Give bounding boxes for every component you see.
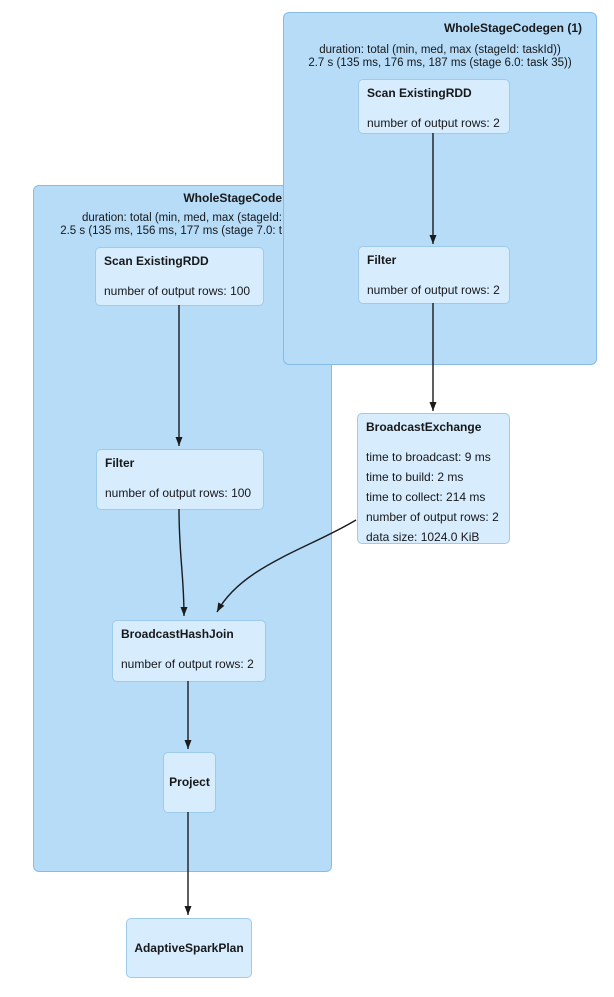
node-project	[163, 752, 216, 813]
node-adaptivesparkplan	[126, 918, 252, 978]
node-metric: number of output rows: 2	[367, 283, 500, 297]
node-title: Scan ExistingRDD	[367, 86, 472, 100]
cluster-wholestagecodegen-1	[283, 12, 597, 365]
node-title: Scan ExistingRDD	[104, 254, 209, 268]
node-scan-existingrdd-2	[95, 247, 264, 306]
node-metric: number of output rows: 100	[105, 486, 252, 500]
cluster-duration-label: duration: total (min, med, max (stageId:	[81, 212, 282, 224]
node-filter-2	[96, 449, 264, 510]
node-title: BroadcastExchange	[366, 420, 482, 434]
cluster-duration-label: duration: total (min, med, max (stageId: taskId))	[319, 44, 561, 56]
node-metric: number of output rows: 2	[121, 657, 254, 671]
node-broadcasthashjoin	[112, 620, 266, 682]
node-metric: time to collect: 214 ms	[366, 490, 486, 504]
node-broadcastexchange	[357, 413, 510, 544]
node-title: AdaptiveSparkPlan	[134, 940, 244, 955]
cluster-duration	[284, 44, 596, 70]
node-filter-1	[358, 246, 510, 304]
node-scan-existingrdd-1	[358, 79, 510, 134]
cluster-duration-value: 2.7 s (135 ms, 176 ms, 187 ms (stage 6.0: task 35))	[308, 57, 572, 69]
cluster-title: WholeStageCodegen (1)	[443, 21, 582, 35]
node-title: Filter	[105, 456, 135, 470]
node-metric: number of output rows: 2	[366, 510, 499, 524]
node-title: Project	[169, 775, 210, 789]
node-metric: time to broadcast: 9 ms	[366, 450, 491, 464]
node-metric: time to build: 2 ms	[366, 470, 464, 484]
cluster-duration	[60, 212, 282, 238]
node-title: BroadcastHashJoin	[121, 627, 234, 641]
node-metric: number of output rows: 100	[104, 284, 251, 298]
cluster-title: WholeStageCode	[183, 191, 282, 205]
node-metric: number of output rows: 2	[367, 116, 500, 130]
node-metric: data size: 1024.0 KiB	[366, 530, 480, 544]
cluster-duration-value: 2.5 s (135 ms, 156 ms, 177 ms (stage 7.0: t	[60, 225, 282, 237]
node-title: Filter	[367, 253, 397, 267]
